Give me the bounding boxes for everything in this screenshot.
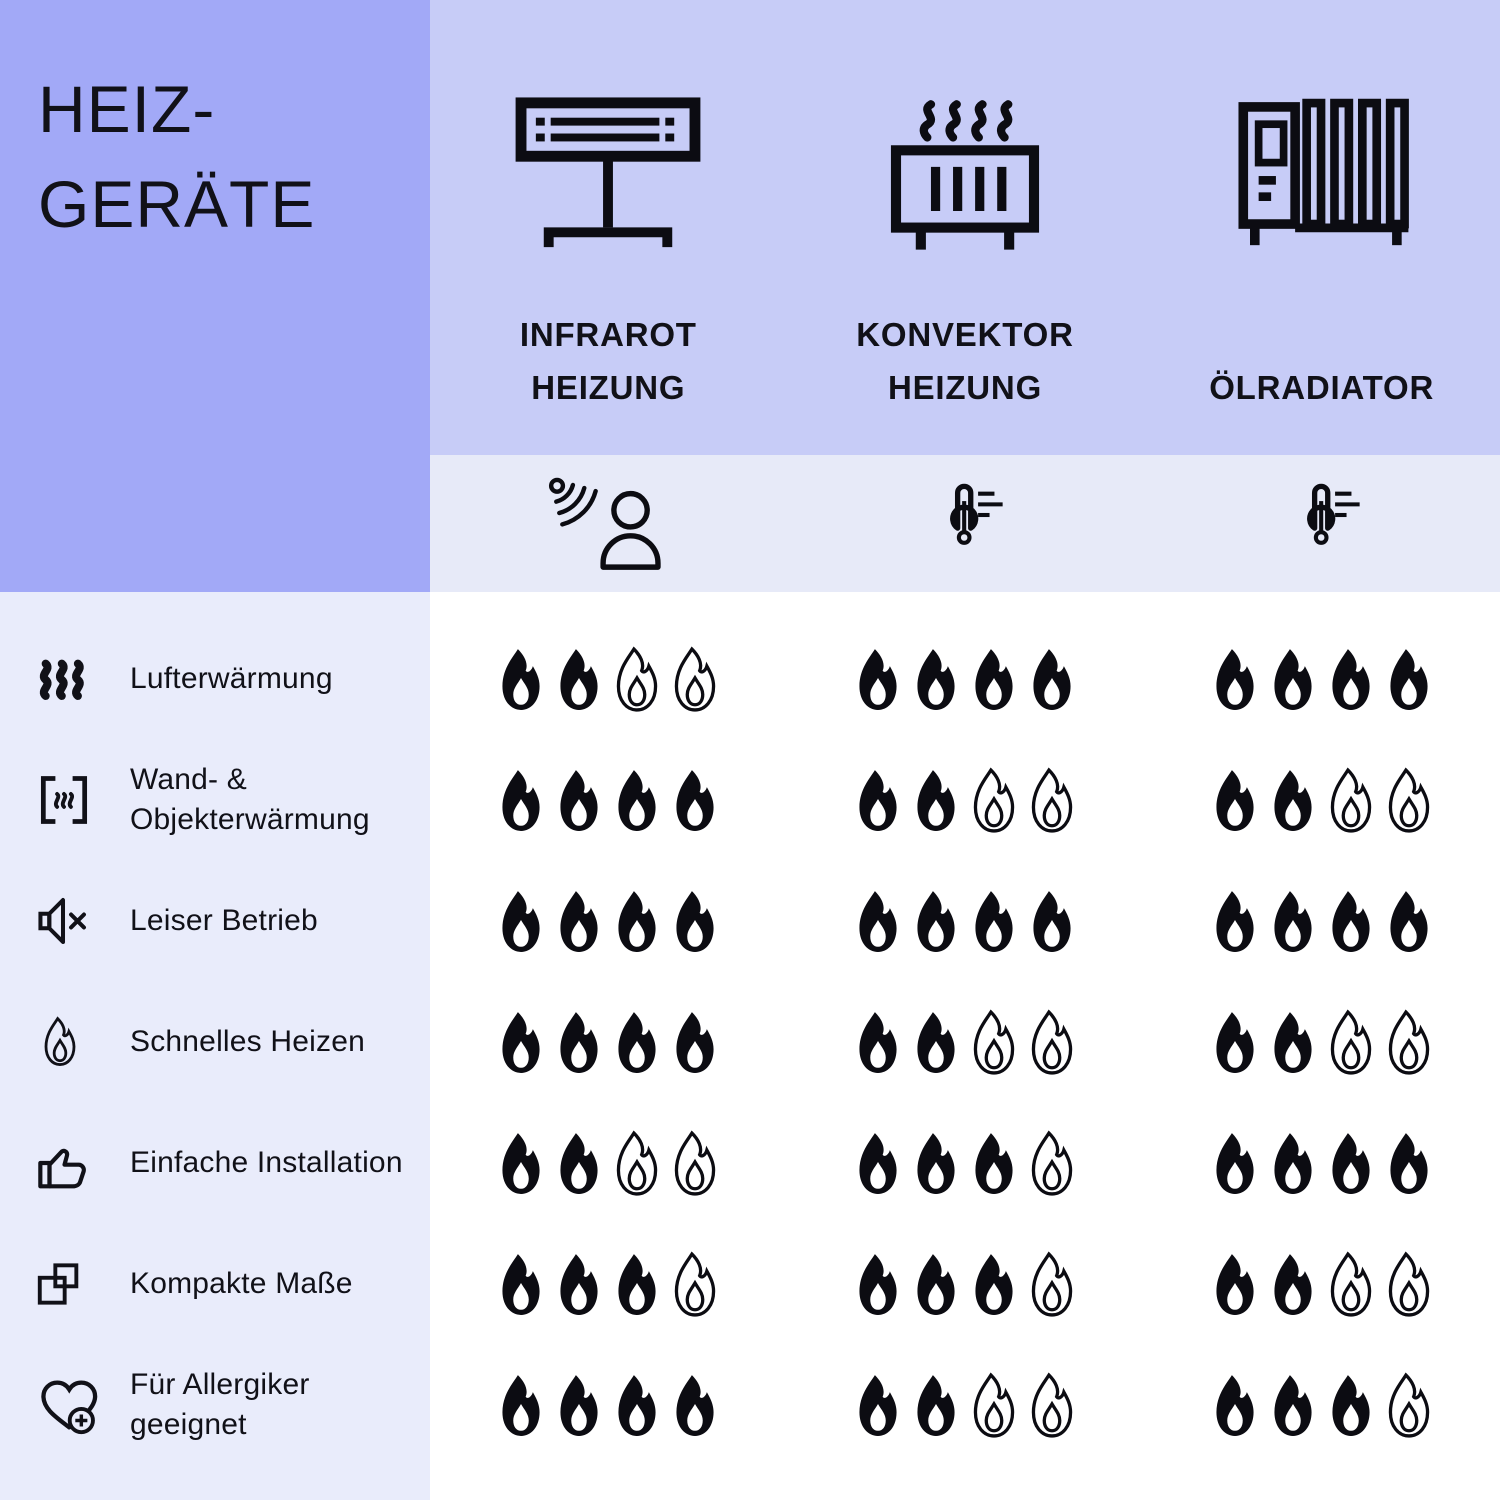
page-title — [38, 62, 430, 252]
rating-cell-r0-c1 — [787, 618, 1144, 739]
feature-label — [130, 1365, 310, 1445]
flame-outline-icon — [1383, 767, 1435, 833]
feature-icon-box — [32, 1128, 112, 1198]
flame-filled-icon — [611, 1009, 663, 1075]
convector-heater-icon — [873, 93, 1057, 261]
overlapping-squares-icon — [32, 1256, 88, 1312]
column-label-oelradiator — [1209, 305, 1434, 415]
feature-label — [130, 901, 318, 941]
product-icon-box — [873, 93, 1057, 265]
feature-label — [130, 1143, 403, 1183]
column-label-line: HEIZUNG — [531, 369, 686, 407]
flame-filled-icon — [1325, 1130, 1377, 1196]
flame-outline-icon — [611, 1130, 663, 1196]
flame-outline-icon — [669, 1251, 721, 1317]
flame-filled-icon — [495, 1130, 547, 1196]
rating-cell-r4-c0 — [430, 1102, 787, 1223]
flame-filled-icon — [1267, 1372, 1319, 1438]
product-icon-box — [1226, 93, 1418, 265]
flame-filled-icon — [495, 1251, 547, 1317]
flame-filled-icon — [1325, 1372, 1377, 1438]
flame-filled-icon — [553, 767, 605, 833]
feature-label-line: Kompakte Maße — [130, 1266, 353, 1300]
rating-cell-r2-c0 — [430, 860, 787, 981]
ratings-row-5 — [430, 1223, 1500, 1344]
flame-filled-icon — [1383, 646, 1435, 712]
rating-cell-r6-c1 — [787, 1344, 1144, 1465]
feature-label-line: geeignet — [130, 1407, 247, 1441]
thermometer-icon — [1281, 479, 1363, 569]
feature-label — [130, 760, 370, 840]
feature-label — [130, 659, 333, 699]
column-label-line: HEIZUNG — [887, 369, 1043, 407]
feature-row-5 — [0, 1223, 430, 1344]
flame-filled-icon — [852, 1372, 904, 1438]
flame-outline-icon — [1026, 1009, 1078, 1075]
rating-cell-r3-c1 — [787, 981, 1144, 1102]
flame-filled-icon — [910, 888, 962, 954]
flame-filled-icon — [1267, 1130, 1319, 1196]
rating-cell-r6-c2 — [1143, 1344, 1500, 1465]
rating-cell-r0-c2 — [1143, 618, 1500, 739]
flame-outline-icon — [669, 646, 721, 712]
column-header-konvektor-heizung — [787, 0, 1144, 455]
feature-icon-box — [32, 886, 112, 956]
flame-filled-icon — [968, 1251, 1020, 1317]
ratings-grid — [430, 592, 1500, 1500]
flame-outline-icon — [1383, 1009, 1435, 1075]
mode-cell-infrarot-heizung — [430, 455, 787, 592]
feature-icon-box — [32, 1370, 112, 1440]
heart-plus-icon — [32, 1374, 110, 1436]
flame-filled-icon — [1026, 646, 1078, 712]
radiant-person-icon — [544, 475, 672, 573]
flame-filled-icon — [910, 1130, 962, 1196]
rating-cell-r0-c0 — [430, 618, 787, 739]
ratings-row-2 — [430, 860, 1500, 981]
flame-filled-icon — [910, 1251, 962, 1317]
feature-label-line: Wand- & — [130, 762, 247, 796]
infrared-heater-icon — [505, 93, 711, 261]
flame-filled-icon — [1209, 1251, 1261, 1317]
flame-filled-icon — [669, 1372, 721, 1438]
flame-filled-icon — [1383, 1130, 1435, 1196]
flame-outline-icon — [1325, 767, 1377, 833]
flame-filled-icon — [611, 1251, 663, 1317]
heat-waves-icon — [32, 650, 90, 708]
flame-filled-icon — [1209, 1372, 1261, 1438]
flame-outline-icon — [968, 1009, 1020, 1075]
ratings-row-6 — [430, 1344, 1500, 1465]
flame-filled-icon — [1267, 646, 1319, 712]
flame-filled-icon — [553, 646, 605, 712]
flame-icon — [32, 1010, 88, 1074]
flame-filled-icon — [669, 888, 721, 954]
feature-label-line: Lufterwärmung — [130, 661, 333, 695]
feature-row-6 — [0, 1344, 430, 1465]
title-line-1: HEIZ- — [38, 72, 216, 146]
rating-cell-r3-c2 — [1143, 981, 1500, 1102]
flame-filled-icon — [1383, 888, 1435, 954]
flame-filled-icon — [1267, 1251, 1319, 1317]
flame-filled-icon — [1325, 888, 1377, 954]
thumbs-up-icon — [32, 1132, 92, 1194]
flame-filled-icon — [669, 767, 721, 833]
product-icon-box — [505, 93, 711, 265]
flame-filled-icon — [611, 888, 663, 954]
flame-filled-icon — [968, 888, 1020, 954]
column-label-line: KONVEKTOR — [856, 316, 1074, 354]
flame-outline-icon — [968, 1372, 1020, 1438]
flame-filled-icon — [1325, 646, 1377, 712]
flame-filled-icon — [852, 767, 904, 833]
rating-cell-r2-c1 — [787, 860, 1144, 981]
flame-filled-icon — [1267, 767, 1319, 833]
rating-cell-r6-c0 — [430, 1344, 787, 1465]
wall-object-heating-icon — [32, 769, 96, 831]
flame-outline-icon — [1026, 1251, 1078, 1317]
column-header-infrarot-heizung — [430, 0, 787, 455]
feature-row-2 — [0, 860, 430, 981]
flame-filled-icon — [495, 1009, 547, 1075]
flame-outline-icon — [1026, 767, 1078, 833]
flame-filled-icon — [1209, 1130, 1261, 1196]
flame-outline-icon — [1383, 1372, 1435, 1438]
flame-filled-icon — [968, 1130, 1020, 1196]
mode-cell-konvektor-heizung — [787, 455, 1144, 592]
feature-icon-box — [32, 1249, 112, 1319]
column-header-oelradiator — [1143, 0, 1500, 455]
rating-cell-r2-c2 — [1143, 860, 1500, 981]
feature-label-line: Einfache Installation — [130, 1145, 403, 1179]
rating-cell-r4-c1 — [787, 1102, 1144, 1223]
column-header-band — [430, 0, 1500, 455]
feature-label-line: Schnelles Heizen — [130, 1024, 365, 1058]
heating-mode-strip — [430, 455, 1500, 592]
flame-filled-icon — [553, 888, 605, 954]
flame-filled-icon — [553, 1251, 605, 1317]
flame-filled-icon — [910, 646, 962, 712]
flame-filled-icon — [910, 1372, 962, 1438]
flame-filled-icon — [553, 1009, 605, 1075]
flame-filled-icon — [1267, 1009, 1319, 1075]
column-label-konvektor-heizung — [856, 305, 1073, 415]
thermometer-icon — [924, 479, 1006, 569]
flame-outline-icon — [1325, 1251, 1377, 1317]
flame-filled-icon — [553, 1130, 605, 1196]
flame-filled-icon — [611, 767, 663, 833]
ratings-row-3 — [430, 981, 1500, 1102]
mode-cell-oelradiator — [1143, 455, 1500, 592]
flame-outline-icon — [1026, 1130, 1078, 1196]
title-line-2: GERÄTE — [38, 167, 316, 242]
flame-filled-icon — [852, 1130, 904, 1196]
feature-sidebar — [0, 592, 430, 1500]
rating-cell-r5-c0 — [430, 1223, 787, 1344]
flame-filled-icon — [495, 767, 547, 833]
flame-filled-icon — [1209, 888, 1261, 954]
title-panel — [0, 0, 430, 592]
feature-row-1 — [0, 739, 430, 860]
rating-cell-r1-c1 — [787, 739, 1144, 860]
flame-outline-icon — [669, 1130, 721, 1196]
feature-label — [130, 1022, 365, 1062]
flame-outline-icon — [1383, 1251, 1435, 1317]
rating-cell-r1-c2 — [1143, 739, 1500, 860]
ratings-row-1 — [430, 739, 1500, 860]
flame-filled-icon — [910, 1009, 962, 1075]
rating-cell-r5-c1 — [787, 1223, 1144, 1344]
flame-outline-icon — [1325, 1009, 1377, 1075]
flame-filled-icon — [1267, 888, 1319, 954]
flame-filled-icon — [495, 646, 547, 712]
flame-filled-icon — [852, 888, 904, 954]
flame-filled-icon — [495, 888, 547, 954]
flame-filled-icon — [968, 646, 1020, 712]
oil-radiator-icon — [1226, 93, 1418, 261]
feature-icon-box — [32, 765, 112, 835]
flame-filled-icon — [1209, 646, 1261, 712]
flame-filled-icon — [1209, 767, 1261, 833]
flame-filled-icon — [852, 1009, 904, 1075]
column-label-infrarot-heizung — [520, 305, 697, 415]
ratings-row-4 — [430, 1102, 1500, 1223]
ratings-row-0 — [430, 618, 1500, 739]
flame-filled-icon — [1209, 1009, 1261, 1075]
flame-filled-icon — [611, 1372, 663, 1438]
muted-speaker-icon — [32, 892, 94, 950]
flame-outline-icon — [968, 767, 1020, 833]
rating-cell-r1-c0 — [430, 739, 787, 860]
flame-filled-icon — [669, 1009, 721, 1075]
feature-row-4 — [0, 1102, 430, 1223]
rating-cell-r4-c2 — [1143, 1102, 1500, 1223]
flame-filled-icon — [910, 767, 962, 833]
feature-icon-box — [32, 644, 112, 714]
feature-row-0 — [0, 618, 430, 739]
feature-label-line: Für Allergiker — [130, 1367, 310, 1401]
flame-filled-icon — [852, 646, 904, 712]
feature-label-line: Objekterwärmung — [130, 802, 370, 836]
flame-filled-icon — [1026, 888, 1078, 954]
rating-cell-r3-c0 — [430, 981, 787, 1102]
feature-row-3 — [0, 981, 430, 1102]
flame-outline-icon — [611, 646, 663, 712]
flame-filled-icon — [852, 1251, 904, 1317]
flame-filled-icon — [553, 1372, 605, 1438]
feature-label — [130, 1264, 353, 1304]
flame-filled-icon — [495, 1372, 547, 1438]
feature-label-line: Leiser Betrieb — [130, 903, 318, 937]
rating-cell-r5-c2 — [1143, 1223, 1500, 1344]
flame-outline-icon — [1026, 1372, 1078, 1438]
feature-icon-box — [32, 1007, 112, 1077]
column-label-line: INFRAROT — [519, 316, 697, 354]
column-label-line: ÖLRADIATOR — [1209, 369, 1435, 407]
